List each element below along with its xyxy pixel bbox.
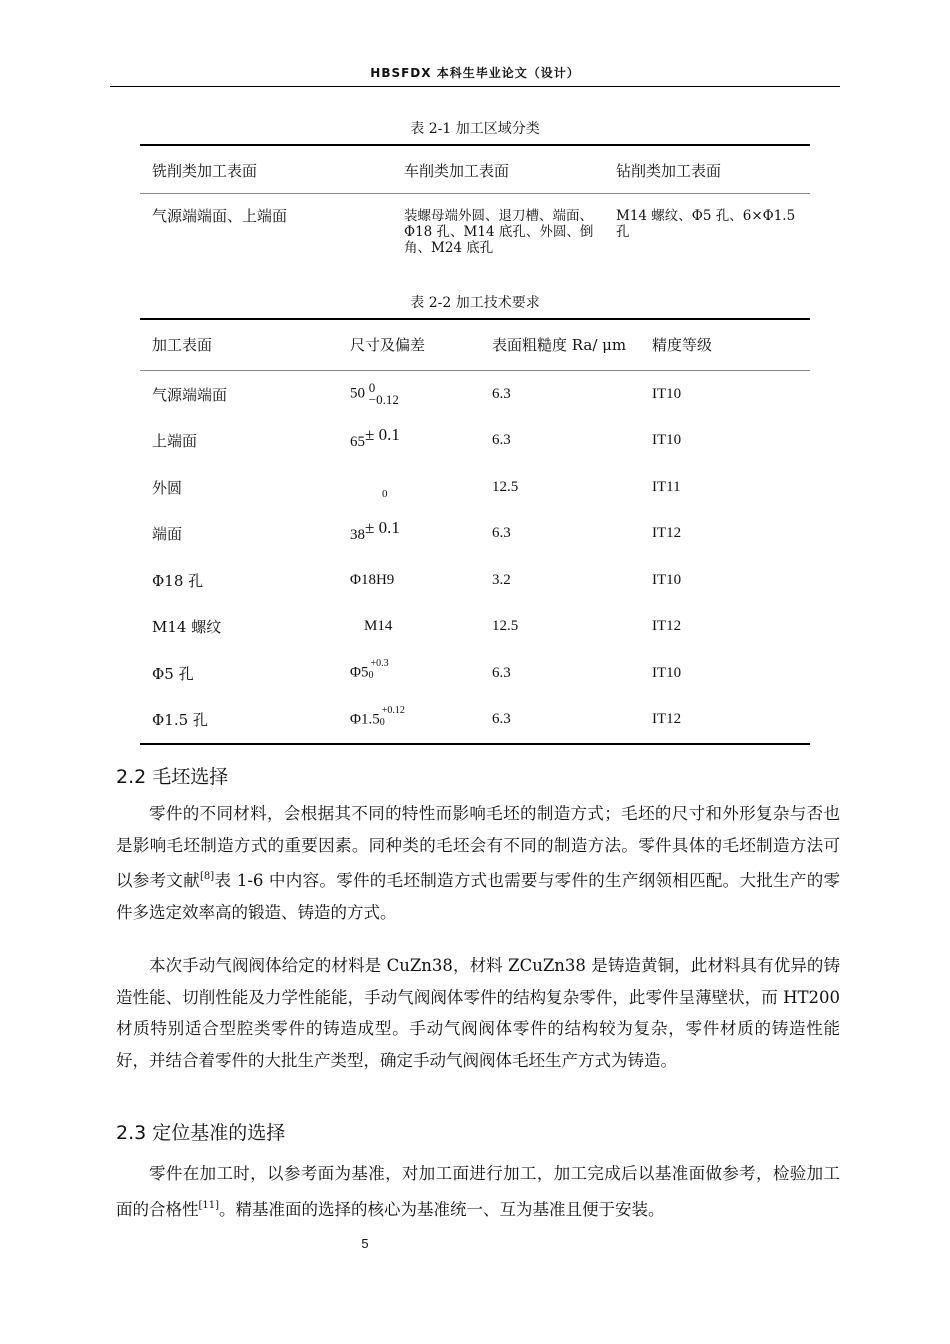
upper-deviation: +0.3 (370, 658, 389, 670)
grade-cell: IT10 (652, 385, 682, 402)
surface-cell: Φ1.5 孔 (152, 711, 208, 730)
table-2-1 (140, 144, 810, 260)
table-cell: M14 螺纹、Φ5 孔、6×Φ1.5 孔 (616, 208, 796, 240)
dimension-cell: M14 (364, 618, 393, 635)
header-cell: 尺寸及偏差 (338, 319, 480, 371)
lower-deviation: 0 (379, 716, 385, 728)
grade-cell: IT12 (652, 711, 682, 728)
table-row (140, 604, 810, 651)
header-cell: 表面粗糙度 Ra/ μm (480, 319, 640, 371)
dimension-cell (338, 418, 480, 465)
surface-cell: 端面 (152, 525, 183, 544)
lower-deviation: 0 (382, 487, 388, 500)
surface-cell: Φ5 孔 (152, 664, 194, 683)
ra-cell: 6.3 (492, 664, 511, 681)
paragraph (116, 1158, 840, 1225)
table-row (140, 697, 810, 745)
table-2-2 (140, 318, 810, 745)
dim-base: Φ1.5 (350, 711, 380, 728)
header-cell: 加工表面 (140, 319, 338, 371)
paragraph: 本次手动气阀阀体给定的材料是 CuZn38，材料 ZCuZn38 是铸造黄铜，此材料具有优异的铸造性能、切削性能及力学性能能，手动气阀阀体零件的结构复杂零件，此零件呈薄壁状，而 HT200 材质特别适合型腔类零件的铸造成型。手动气阀阀体零件的结构较为复杂，零件材质的铸造性能好，并结合着零件的大批生产类型，确定手动气阀阀体毛坯生产方式为铸造。 (116, 956, 840, 1070)
section-heading-2-3: 2.3 定位基准的选择 (116, 1122, 286, 1144)
surface-cell: 外圆 (152, 478, 183, 497)
dimension-cell (338, 697, 480, 745)
dim-base: 65 (350, 433, 365, 450)
running-header: HBSFDX 本科生毕业论文（设计） (370, 66, 580, 80)
header-cell: 精度等级 (640, 319, 810, 371)
dimension-cell (338, 511, 480, 558)
table-cell: 装螺母端外圆、退刀槽、端面、Φ18 孔、M14 底孔、外圆、倒角、M24 底孔 (404, 208, 594, 256)
table-cell: 气源端端面、上端面 (152, 207, 288, 225)
grade-cell: IT10 (652, 432, 682, 449)
table2-caption: 表 2-2 加工技术要求 (410, 295, 540, 311)
dim-base: 50 (350, 385, 365, 402)
grade-cell: IT10 (652, 571, 682, 588)
surface-cell: M14 螺纹 (152, 618, 222, 637)
ra-cell: 12.5 (492, 478, 519, 495)
section-heading-2-2: 2.2 毛坯选择 (116, 766, 229, 788)
dim-base: 38 (350, 526, 365, 543)
tolerance-stack (369, 382, 399, 406)
paragraph-text: 。精基准面的选择的核心为基准统一、互为基准且便于安装。 (219, 1199, 665, 1219)
paragraph (116, 798, 840, 928)
dimension-cell (338, 371, 480, 418)
tolerance-stack (368, 657, 388, 681)
table-row (140, 418, 810, 465)
ra-cell: 6.3 (492, 525, 511, 542)
table-row (140, 194, 810, 261)
tolerance-stack (380, 704, 405, 728)
header-rule (110, 86, 840, 87)
surface-cell: 气源端端面 (152, 385, 228, 404)
ra-cell: 3.2 (492, 571, 511, 588)
dimension-cell (338, 650, 480, 697)
dim-base: Φ5 (350, 664, 369, 681)
paragraph-text: 零件的不同材料，会根据其不同的特性而影响毛坯的制造方式；毛坯的尺寸和外形复杂与否也是影响毛坯制造方式的重要因素。同种类的毛坯会有不同的制造方法。零件具体的毛坯制造方法可以参考文献 (116, 804, 840, 890)
surface-cell: Φ18 孔 (152, 571, 204, 590)
lower-deviation: −0.12 (368, 392, 399, 408)
citation: [8] (200, 871, 215, 882)
citation: [11] (198, 1199, 220, 1211)
paragraph-text: 零件在加工时，以参考面为基准，对加工面进行加工，加工完成后以基准面做参考，检验加工面的合格性 (116, 1164, 840, 1219)
table-header-row (140, 145, 810, 194)
ra-cell: 6.3 (492, 432, 511, 449)
ra-cell: 12.5 (492, 618, 519, 635)
grade-cell: IT12 (652, 618, 682, 635)
dimension-cell: Φ18H9 (350, 571, 395, 588)
upper-deviation: +0.12 (381, 704, 405, 716)
symmetric-tolerance: ± 0.1 (365, 517, 400, 537)
grade-cell: IT11 (652, 478, 681, 495)
table-header-row (140, 319, 810, 371)
table-row (140, 511, 810, 558)
symmetric-tolerance: ± 0.1 (365, 424, 400, 444)
ra-cell: 6.3 (492, 385, 511, 402)
lower-deviation: 0 (368, 670, 374, 682)
grade-cell: IT10 (652, 664, 682, 681)
page-number: 5 (361, 1236, 369, 1251)
table-row (140, 650, 810, 697)
paragraph-text: 表 1-6 中内容。零件的毛坯制造方式也需要与零件的生产纲领相匹配。大批生产的零件多选定效率高的锻造、铸造的方式。 (116, 871, 841, 922)
dimension-cell (338, 464, 480, 511)
table-row (140, 464, 810, 511)
surface-cell: 上端面 (152, 432, 198, 451)
ra-cell: 6.3 (492, 711, 511, 728)
table1-caption: 表 2-1 加工区域分类 (410, 121, 540, 137)
header-cell: 铣削类加工表面 (140, 145, 392, 194)
header-cell: 钻削类加工表面 (604, 145, 810, 194)
grade-cell: IT12 (652, 525, 682, 542)
header-cell: 车削类加工表面 (392, 145, 604, 194)
upper-deviation: 0 (368, 380, 376, 396)
table-row (140, 371, 810, 418)
table-row (140, 557, 810, 604)
